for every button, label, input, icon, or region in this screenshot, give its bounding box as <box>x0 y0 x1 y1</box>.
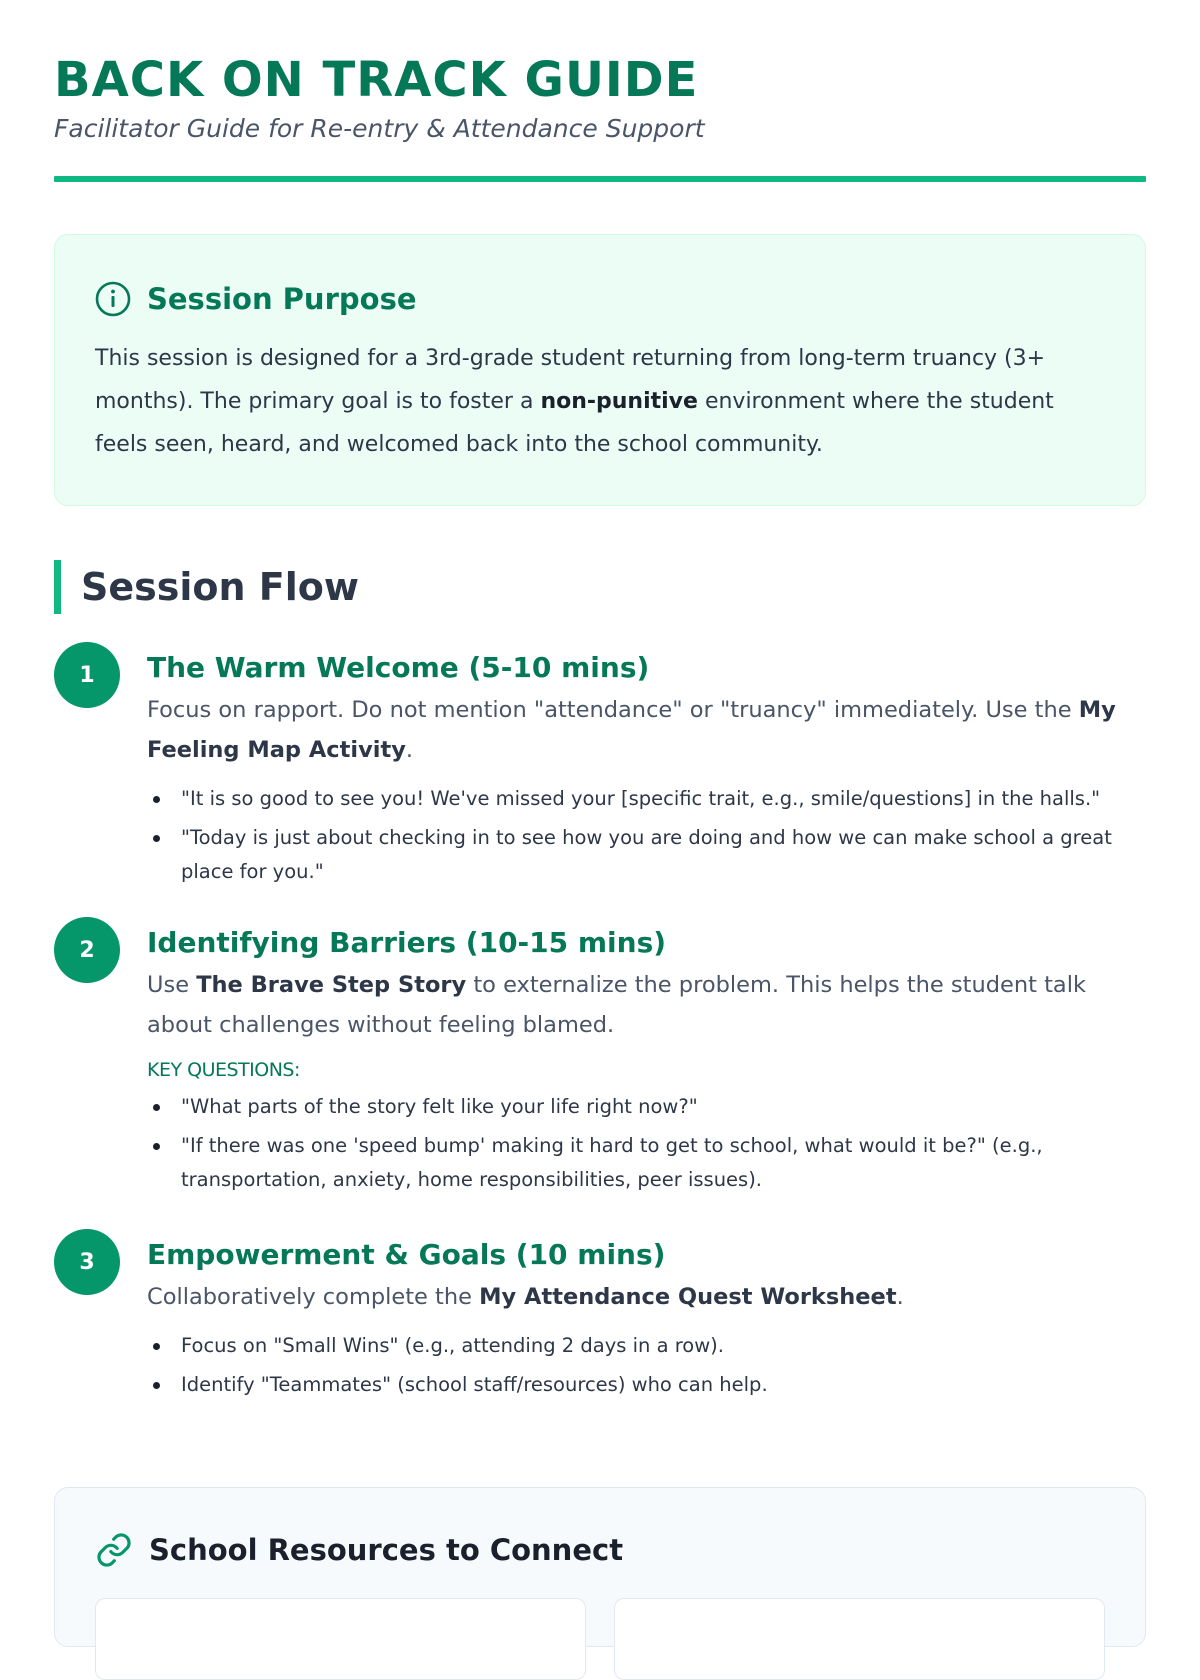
school-resources-header <box>95 1528 1105 1572</box>
list-item: "Today is just about checking in to see how you are doing and how we can make school a great place for you." <box>147 821 1146 889</box>
key-questions-label: KEY QUESTIONS: <box>147 1059 300 1081</box>
session-purpose-card <box>54 234 1146 506</box>
step-number-badge: 2 <box>54 917 120 983</box>
list-item: "If there was one 'speed bump' making it hard to get to school, what would it be?" (e.g., transportation, anxiety, home responsibilities, peer issues). <box>147 1129 1146 1197</box>
resource-card <box>95 1598 586 1680</box>
emphasis-non-punitive: non-punitive <box>540 389 698 414</box>
list-item: "It is so good to see you! We've missed your [specific trait, e.g., smile/questions] in the halls." <box>147 782 1146 816</box>
step-title: Identifying Barriers (10-15 mins) <box>147 926 667 959</box>
session-flow-header <box>54 560 1146 614</box>
activity-name: My Feeling Map Activity <box>147 697 1116 763</box>
step-description: Focus on rapport. Do not mention "attendance" or "truancy" immediately. Use the My Feeling Map Activity. <box>147 697 1116 763</box>
step-title: Empowerment & Goals (10 mins) <box>147 1238 666 1271</box>
session-purpose-title: Session Purpose <box>147 282 417 316</box>
step-bullet-list <box>147 1329 1146 1402</box>
activity-name: The Brave Step Story <box>196 972 467 998</box>
title-divider <box>54 176 1146 182</box>
step-number-badge: 3 <box>54 1229 120 1295</box>
step-title: The Warm Welcome (5-10 mins) <box>147 651 650 684</box>
session-purpose-header <box>95 279 1105 319</box>
info-icon <box>95 281 131 317</box>
flow-step-3 <box>54 1235 1146 1402</box>
session-flow-title: Session Flow <box>81 565 359 609</box>
step-number-badge: 1 <box>54 642 120 708</box>
page-subtitle: Facilitator Guide for Re-entry & Attendance Support <box>54 114 705 143</box>
step-description: Collaboratively complete the My Attendance Quest Worksheet. <box>147 1284 904 1310</box>
school-resources-card <box>54 1487 1146 1647</box>
link-icon <box>95 1531 133 1569</box>
step-bullet-list <box>147 782 1146 889</box>
resource-card <box>614 1598 1105 1680</box>
school-resources-title: School Resources to Connect <box>149 1533 624 1567</box>
activity-name: My Attendance Quest Worksheet <box>479 1284 897 1310</box>
step-description: Use The Brave Step Story to externalize the problem. This helps the student talk about challenges without feeling blamed. <box>147 972 1086 1038</box>
flow-step-2 <box>54 923 1146 1197</box>
list-item: Identify "Teammates" (school staff/resources) who can help. <box>147 1368 1146 1402</box>
session-purpose-text: This session is designed for a 3rd-grade student returning from long-term truancy (3+ months). The primary goal is to foster a non-punitive environment where the student feels seen, heard, and welcomed back into the school community. <box>95 346 1054 457</box>
step-bullet-list <box>147 1090 1146 1197</box>
page-title: BACK ON TRACK GUIDE <box>54 52 699 108</box>
resource-cards <box>95 1598 1105 1680</box>
list-item: "What parts of the story felt like your life right now?" <box>147 1090 1146 1124</box>
list-item: Focus on "Small Wins" (e.g., attending 2 days in a row). <box>147 1329 1146 1363</box>
flow-step-1 <box>54 648 1146 889</box>
section-accent-bar <box>54 560 61 614</box>
